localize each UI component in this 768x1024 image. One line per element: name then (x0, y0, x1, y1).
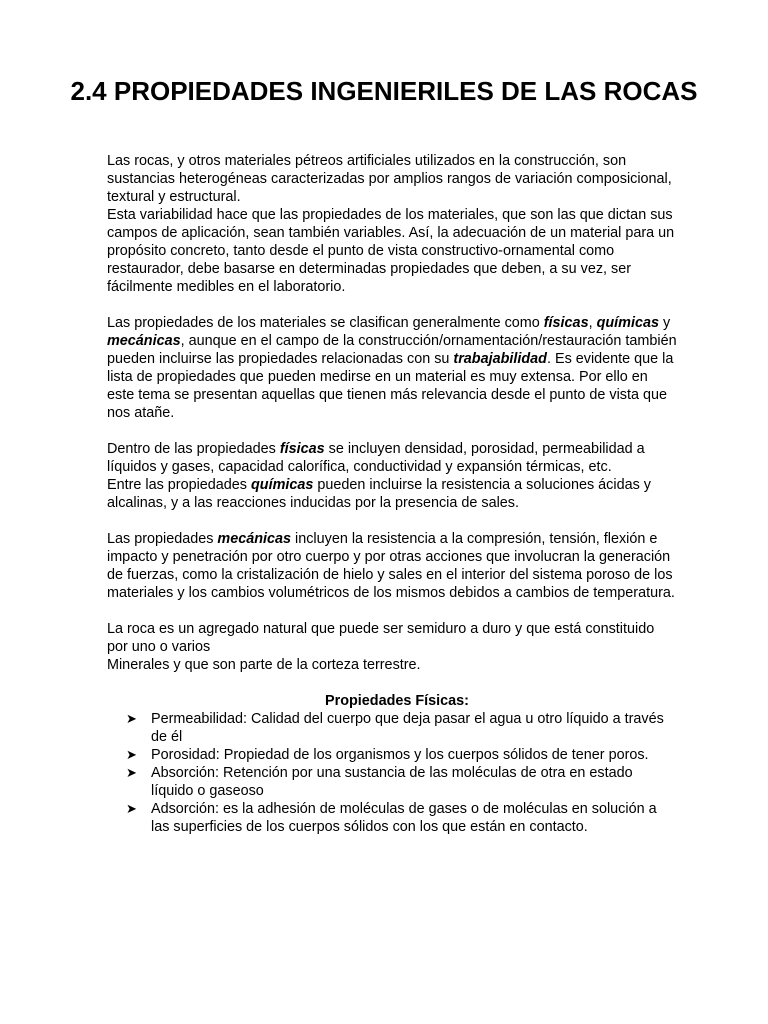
paragraph-intro-line2: Esta variabilidad hace que las propiedades de los materiales, que son las que dictan sus campos de aplicación, sean también variables. Así, la adecuación de un material para un propósito concreto, tanto desde el punto de vista constructivo-ornamental como restaurador, debe basarse en determinadas propiedades que deben, a su vez, ser fácilmente medibles en el laboratorio. (107, 207, 675, 295)
paragraph-classification (107, 314, 677, 422)
emphasis-mecanicas: mecánicas (217, 531, 292, 547)
arrowhead-bullet-icon: ➤ (126, 765, 137, 780)
emphasis-fisicas: físicas (279, 441, 325, 457)
paragraph-rock-definition (107, 620, 677, 674)
list-item-text: Permeabilidad: Calidad del cuerpo que deja pasar el agua u otro líquido a través de él (151, 711, 664, 745)
text-run: Las propiedades (107, 531, 218, 547)
text-run: , aunque en el campo de la construcción/ornamentación/restauración también pueden incluirse las propiedades relacionadas con su (107, 333, 677, 367)
text-run: se incluyen densidad, porosidad, permeabilidad a líquidos y gases, capacidad calorífica, conductividad y expansión térmicas, etc. (107, 441, 645, 475)
list-item-text: Porosidad: Propiedad de los organismos y los cuerpos sólidos de tener poros. (151, 747, 649, 763)
emphasis-mecanicas: mecánicas (107, 333, 181, 349)
list-item-text: Adsorción: es la adhesión de moléculas de gases o de moléculas en solución a las superficies de los cuerpos sólidos con los que están en contacto. (151, 801, 657, 835)
arrowhead-bullet-icon: ➤ (126, 747, 137, 762)
document-body (107, 152, 677, 836)
text-run: Dentro de las propiedades (107, 441, 280, 457)
emphasis-quimicas: químicas (251, 477, 314, 493)
text-run: Las propiedades de los materiales se clasifican generalmente como (107, 315, 544, 331)
emphasis-quimicas: químicas (596, 315, 659, 331)
page-title: 2.4 PROPIEDADES INGENIERILES DE LAS ROCAS (70, 76, 698, 106)
list-item (107, 746, 677, 764)
text-run: . Es evidente que la lista de propiedades que pueden medirse en un material es muy extensa. Por ello en este tema se presentan aquellas que tienen más relevancia desde el punto de vista que nos atañe. (107, 351, 674, 421)
paragraph-physical-chemical (107, 440, 677, 512)
text-run: Entre las propiedades (107, 477, 251, 493)
rock-definition-line1: La roca es un agregado natural que puede ser semiduro a duro y que está constituido por uno o varios (107, 621, 655, 655)
list-item (107, 764, 677, 800)
paragraph-intro-line1: Las rocas, y otros materiales pétreos artificiales utilizados en la construcción, son sustancias heterogéneas caracterizadas por amplios rangos de variación composicional, textural y estructural. (107, 153, 672, 205)
arrowhead-bullet-icon: ➤ (126, 801, 137, 816)
section-heading: Propiedades Físicas: (325, 693, 469, 709)
paragraph-intro (107, 152, 677, 296)
arrowhead-bullet-icon: ➤ (126, 711, 137, 726)
emphasis-trabajabilidad: trabajabilidad (453, 351, 547, 367)
text-run: pueden incluirse la resistencia a soluciones ácidas y alcalinas, y a las reacciones inducidas por la presencia de sales. (107, 477, 651, 511)
paragraph-mechanical (107, 530, 677, 602)
list-item-text: Absorción: Retención por una sustancia de las moléculas de otra en estado líquido o gaseoso (151, 765, 633, 799)
text-run: , (588, 315, 597, 331)
list-item (107, 800, 677, 836)
physical-properties-list (107, 710, 677, 836)
rock-definition-line2: Minerales y que son parte de la corteza terrestre. (107, 657, 421, 673)
text-run: incluyen la resistencia a la compresión, tensión, flexión e impacto y penetración por otro cuerpo y por otras acciones que involucran la generación de fuerzas, como la cristalización de hielo y sales en el interior del sistema poroso de los materiales y los cambios volumétricos de los mismos debidos a cambios de temperatura. (107, 531, 675, 601)
text-run: y (658, 315, 671, 331)
list-item (107, 710, 677, 746)
emphasis-fisicas: físicas (543, 315, 589, 331)
